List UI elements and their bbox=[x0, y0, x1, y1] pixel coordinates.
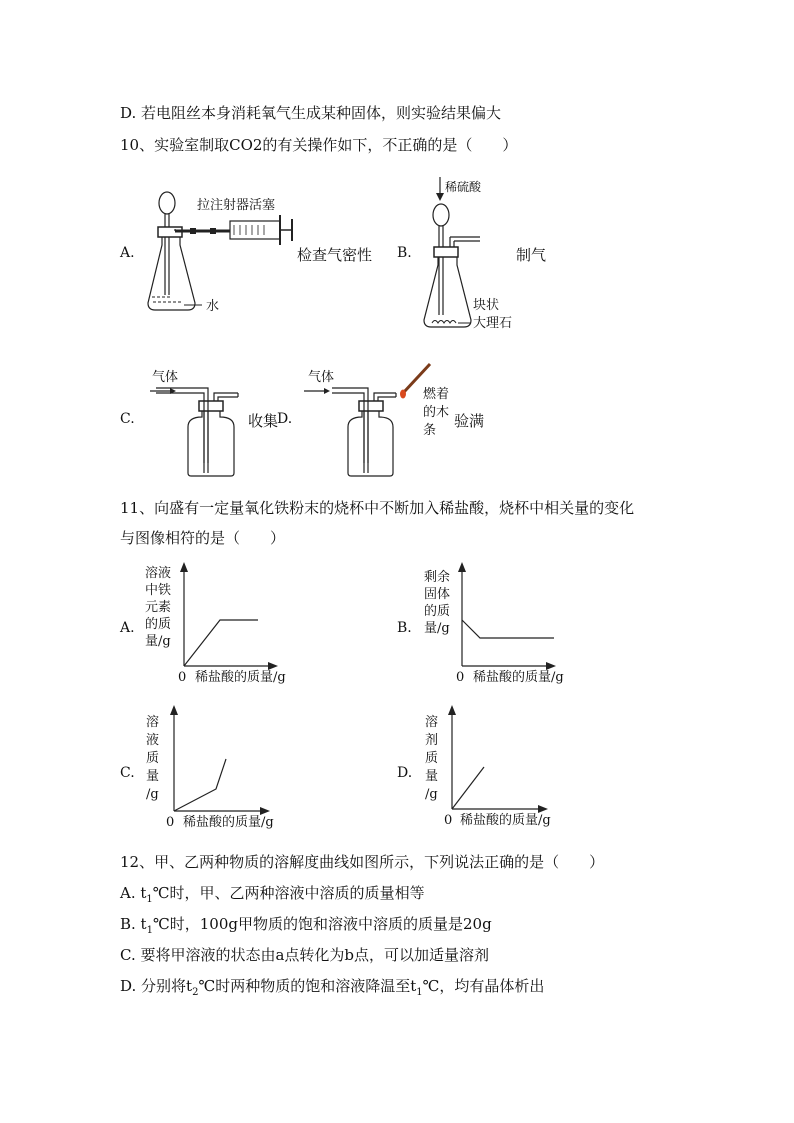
q10-option-b-letter: B. bbox=[397, 245, 412, 261]
q11-d-origin: 0 bbox=[444, 813, 453, 828]
q10-d-gas-label: 气体 bbox=[308, 370, 335, 385]
q12-b-post: ℃时，100g甲物质的饱和溶液中溶质的质量是20g bbox=[152, 915, 492, 933]
q11-b-ylabel-2: 固体 bbox=[424, 587, 451, 602]
q11-option-a-letter: A. bbox=[120, 620, 135, 636]
q12-option-c: C. 要将甲溶液的状态由a点转化为b点，可以加适量溶剂 bbox=[120, 946, 490, 964]
q10-c-gas-label: 气体 bbox=[152, 370, 179, 385]
q11-c-ylabel-3: 质 bbox=[146, 751, 160, 766]
q11-b-ylabel-4: 量/g bbox=[424, 621, 450, 636]
q11-b-graph bbox=[458, 562, 558, 670]
q11-d-ylabel bbox=[425, 714, 438, 804]
q10-stem: 10、实验室制取CO2的有关操作如下，不正确的是（ ） bbox=[120, 136, 518, 154]
q12-d-pre: D. 分别将t bbox=[120, 977, 193, 995]
q11-a-ylabel-1: 溶液 bbox=[145, 566, 172, 581]
q10-option-c-letter: C. bbox=[120, 411, 135, 427]
q11-option-c-letter: C. bbox=[120, 765, 135, 781]
q11-a-xlabel: 稀盐酸的质量/g bbox=[195, 670, 286, 685]
q10-b-marble-label-2: 大理石 bbox=[473, 316, 513, 331]
q10-a-syringe-label: 拉注射器活塞 bbox=[197, 198, 276, 213]
q10-b-marble-label-1: 块状 bbox=[473, 298, 500, 313]
q11-c-ylabel-2: 液 bbox=[146, 733, 160, 748]
q11-c-ylabel-5: /g bbox=[146, 787, 159, 802]
q12-a-post: ℃时，甲、乙两种溶液中溶质的质量相等 bbox=[152, 884, 425, 902]
q11-a-ylabel-4: 的质 bbox=[145, 617, 172, 632]
q12-b-pre: B. t bbox=[120, 915, 147, 933]
q12-d-post: ℃，均有晶体析出 bbox=[422, 977, 545, 995]
q11-c-origin: 0 bbox=[166, 815, 175, 830]
q11-a-ylabel-5: 量/g bbox=[145, 634, 171, 649]
q11-option-b-letter: B. bbox=[397, 620, 412, 636]
q11-stem-line-2: 与图像相符的是（ ） bbox=[120, 529, 286, 547]
q10-a-water-label: 水 bbox=[206, 299, 220, 314]
q11-d-ylabel-1: 溶 bbox=[425, 715, 439, 730]
q10-c-apparatus bbox=[148, 383, 243, 478]
q10-b-caption: 制气 bbox=[516, 246, 547, 264]
q11-d-xlabel: 稀盐酸的质量/g bbox=[460, 813, 551, 828]
q11-c-xlabel: 稀盐酸的质量/g bbox=[183, 815, 274, 830]
q11-d-ylabel-3: 质 bbox=[425, 751, 439, 766]
q10-c-caption: 收集 bbox=[248, 412, 279, 430]
q12-b-sub: 1 bbox=[146, 925, 153, 936]
q11-b-ylabel bbox=[424, 569, 450, 637]
q11-a-ylabel-2: 中铁 bbox=[145, 583, 172, 598]
q12-stem: 12、甲、乙两种物质的溶解度曲线如图所示，下列说法正确的是（ ） bbox=[120, 853, 605, 871]
q10-d-stick-label-3: 条 bbox=[423, 423, 437, 438]
q11-a-ylabel bbox=[145, 565, 171, 650]
q11-d-ylabel-5: /g bbox=[425, 787, 438, 802]
q11-c-ylabel-1: 溶 bbox=[146, 715, 160, 730]
q11-d-ylabel-4: 量 bbox=[425, 769, 439, 784]
q12-option-a bbox=[120, 883, 425, 910]
q9-option-d: D. 若电阻丝本身消耗氧气生成某种固体，则实验结果偏大 bbox=[120, 104, 502, 122]
q11-c-ylabel bbox=[146, 714, 159, 804]
q12-d-sub-1: 2 bbox=[192, 987, 199, 998]
q11-b-origin: 0 bbox=[456, 670, 465, 685]
q11-stem-line-1: 11、向盛有一定量氧化铁粉末的烧杯中不断加入稀盐酸，烧杯中相关量的变化 bbox=[120, 499, 635, 517]
q11-a-ylabel-3: 元素 bbox=[145, 600, 172, 615]
q11-d-ylabel-2: 剂 bbox=[425, 733, 439, 748]
q12-d-sub-2: 1 bbox=[416, 987, 423, 998]
q11-b-ylabel-1: 剩余 bbox=[424, 570, 451, 585]
q10-d-caption: 验满 bbox=[454, 412, 485, 430]
q11-c-ylabel-4: 量 bbox=[146, 769, 160, 784]
q12-a-sub: 1 bbox=[146, 894, 153, 905]
q10-d-stick-label-1: 燃着 bbox=[423, 387, 450, 402]
q10-d-stick-label-2: 的木 bbox=[423, 405, 450, 420]
q11-c-graph bbox=[170, 705, 274, 815]
q12-d-mid: ℃时两种物质的饱和溶液降温至t bbox=[198, 977, 417, 995]
q12-a-pre: A. t bbox=[120, 884, 147, 902]
q11-a-graph bbox=[180, 562, 280, 670]
q11-a-origin: 0 bbox=[178, 670, 187, 685]
q10-option-d-letter: D. bbox=[277, 411, 293, 427]
q11-d-graph bbox=[448, 705, 552, 815]
q11-b-xlabel: 稀盐酸的质量/g bbox=[473, 670, 564, 685]
q10-option-a-letter: A. bbox=[120, 245, 135, 261]
q10-d-apparatus bbox=[302, 360, 442, 478]
q10-a-caption: 检查气密性 bbox=[297, 246, 373, 264]
q10-b-acid-label: 稀硫酸 bbox=[445, 180, 482, 194]
q11-option-d-letter: D. bbox=[397, 765, 413, 781]
q12-option-b bbox=[120, 914, 492, 941]
q11-b-ylabel-3: 的质 bbox=[424, 604, 451, 619]
q12-option-d bbox=[120, 976, 544, 1003]
